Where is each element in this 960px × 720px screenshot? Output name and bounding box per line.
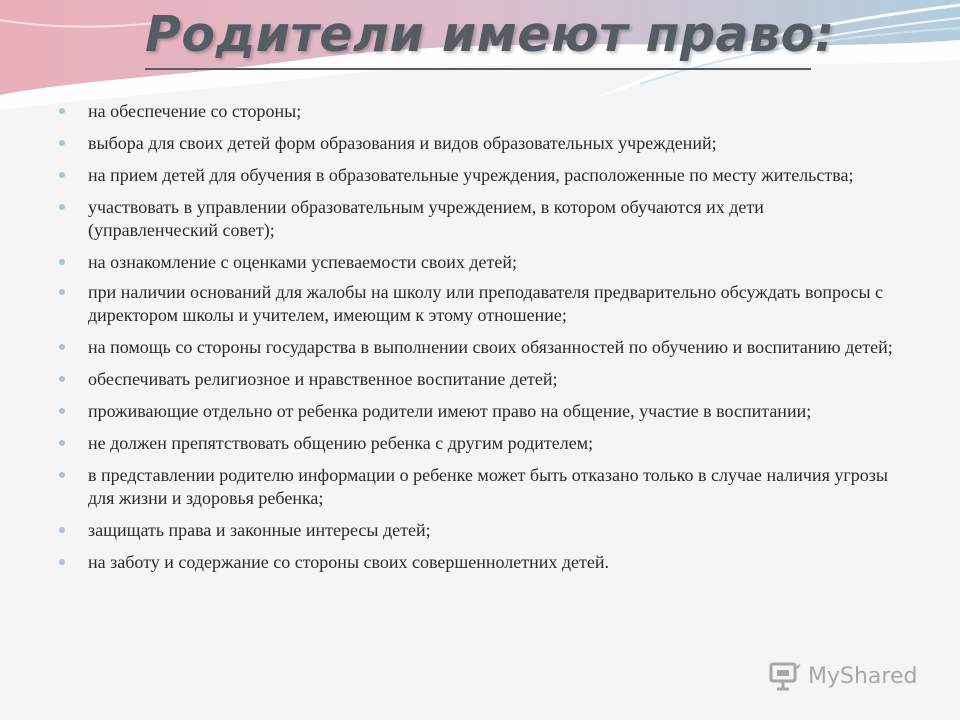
bullet-icon — [59, 527, 65, 533]
bullet-icon — [59, 108, 65, 114]
list-item: проживающие отдельно от ребенка родители имеют право на общение, участие в воспитании; — [58, 400, 898, 423]
bullet-icon — [59, 259, 65, 265]
list-item: на обеспечение со стороны; — [58, 100, 898, 123]
bullet-icon — [59, 472, 65, 478]
watermark-text: MyShared — [808, 663, 918, 689]
list-item: защищать права и законные интересы детей; — [58, 519, 898, 542]
list-item: выбора для своих детей форм образования и видов образовательных учреждений; — [58, 132, 898, 155]
rights-list — [58, 100, 898, 574]
list-item: на заботу и содержание со стороны своих совершеннолетних детей. — [58, 551, 898, 574]
bullet-icon — [59, 204, 65, 210]
myshared-watermark — [768, 660, 917, 692]
list-item: на помощь со стороны государства в выполнении своих обязанностей по обучению и воспитанию детей; — [58, 336, 898, 359]
bullet-icon — [59, 376, 65, 382]
slide-title: Родители имеют право: — [145, 6, 835, 63]
bullet-icon — [59, 344, 65, 350]
bullet-icon — [59, 408, 65, 414]
list-item: обеспечивать религиозное и нравственное воспитание детей; — [58, 368, 898, 391]
bullet-icon — [59, 289, 65, 295]
bullet-icon — [59, 172, 65, 178]
list-item: в представлении родителю информации о ребенке может быть отказано только в случае наличия угрозы для жизни и здоровья ребенка; — [58, 464, 898, 510]
bullet-icon — [59, 140, 65, 146]
list-item: участвовать в управлении образовательным учреждением, в котором обучаются их дети (управленческий совет); — [58, 196, 898, 242]
list-item: при наличии оснований для жалобы на школу или преподавателя предварительно обсуждать вопросы с директором школы и учителем, имеющим к этому отношение; — [58, 281, 898, 327]
list-item: на прием детей для обучения в образовательные учреждения, расположенные по месту жительства; — [58, 164, 898, 187]
bullet-icon — [59, 559, 65, 565]
presentation-board-icon — [768, 661, 802, 691]
title-underline — [145, 68, 811, 70]
list-item: на ознакомление с оценками успеваемости своих детей; — [58, 251, 898, 274]
list-item: не должен препятствовать общению ребенка с другим родителем; — [58, 432, 898, 455]
bullet-icon — [59, 440, 65, 446]
